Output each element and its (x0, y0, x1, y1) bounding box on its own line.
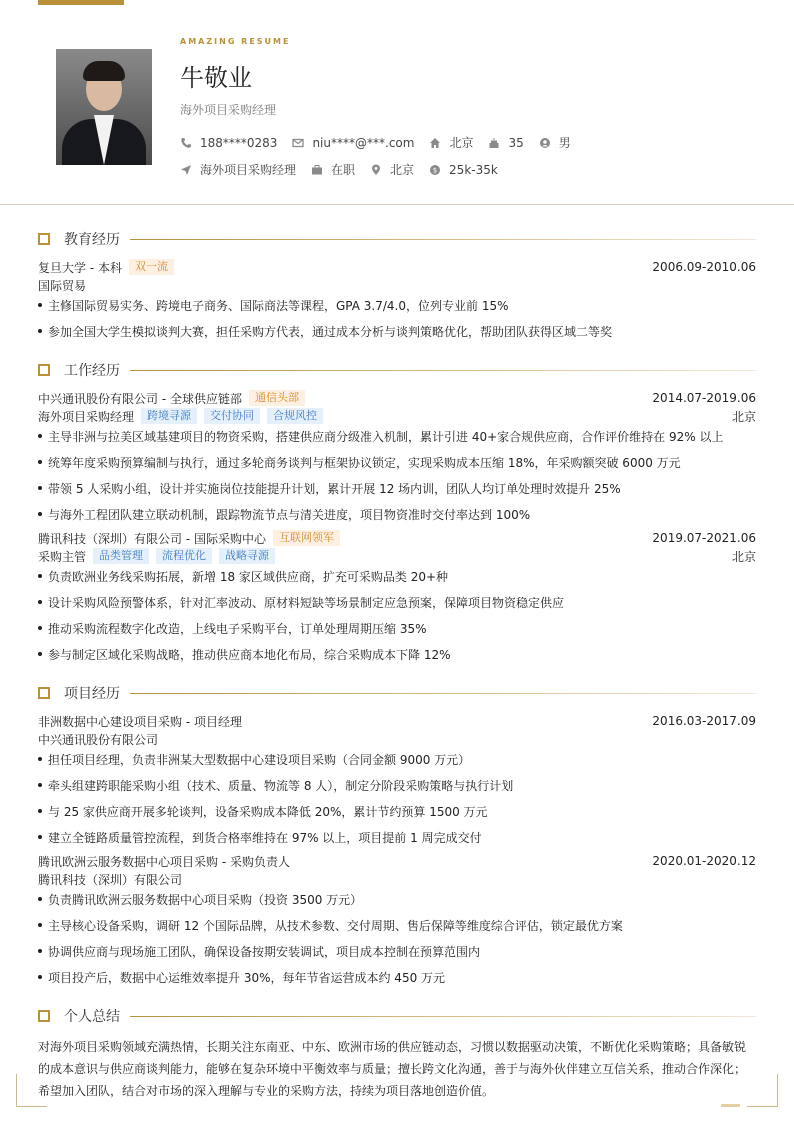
section-square-icon (38, 233, 50, 245)
skill-tag: 合规风控 (267, 408, 323, 424)
education-major-row (38, 276, 756, 294)
mail-icon (292, 137, 304, 149)
age-item: 35 (488, 136, 523, 150)
email-item: niu****@***.com (292, 136, 414, 150)
list-item: 统筹年度采购预算编制与执行，通过多轮商务谈判与框架协议锁定，实现采购成本压缩 18%，年采购额突破 6000 万元 (38, 453, 756, 471)
job-company: 中兴通讯股份有限公司 - 全球供应链部 (38, 391, 242, 406)
job-dates: 2019.07-2021.06 (652, 531, 756, 545)
project-dates: 2016.03-2017.09 (652, 714, 756, 728)
project-org-row (38, 730, 756, 748)
project-org-row (38, 870, 756, 888)
project-org: 中兴通讯股份有限公司 (38, 732, 159, 747)
job-city: 北京 (731, 409, 756, 424)
summary-text: 对海外项目采购领域充满热情，长期关注东南亚、中东、欧洲市场的供应链动态，习惯以数据驱动决策，不断优化采购策略；具备敏锐的成本意识与供应商谈判能力，能够在复杂环境中平衡效率与质量；擅长跨文化沟通，善于与海外伙伴建立互信关系，推动合作深化；希望加入团队，结合对市场的深入理解与专业的采购方法，持续为项目落地创造价值。 (38, 1040, 747, 1098)
intent-city-item: 北京 (370, 161, 414, 178)
job-dates: 2014.07-2019.06 (652, 391, 756, 405)
job-role: 采购主管 (38, 549, 87, 564)
phone-item: 188****0283 (180, 136, 277, 150)
job-role-row (38, 547, 756, 565)
list-item: 与海外工程团队建立联动机制，跟踪物流节点与清关进度，项目物资准时交付率达到 100% (38, 505, 756, 523)
job-role: 海外项目采购经理 (38, 409, 135, 424)
profile-photo (56, 49, 152, 165)
corner-decoration (747, 1074, 778, 1107)
brand-label: AMAZING RESUME (180, 37, 291, 46)
education-school-row (38, 258, 756, 276)
header-divider (0, 204, 794, 205)
intent-position-item: 海外项目采购经理 (180, 161, 296, 178)
candidate-name: 牛敬业 (180, 64, 252, 92)
job-city: 北京 (731, 549, 756, 564)
job-company-row (38, 389, 756, 407)
corner-decoration (16, 1074, 47, 1107)
company-tag: 通信头部 (249, 390, 305, 406)
candidate-title: 海外项目采购经理 (180, 103, 277, 117)
briefcase-icon (311, 164, 323, 176)
section-square-icon (38, 1010, 50, 1022)
intent-status-item: 在职 (311, 161, 355, 178)
project-title-row (38, 852, 756, 870)
job-company-row (38, 529, 756, 547)
list-item: 牵头组建跨职能采购小组（技术、质量、物流等 8 人），制定分阶段采购策略与执行计划 (38, 776, 756, 794)
location-pin-icon (370, 164, 382, 176)
list-item: 推动采购流程数字化改造，上线电子采购平台，订单处理周期压缩 35% (38, 619, 756, 637)
project-dates: 2020.01-2020.12 (652, 854, 756, 868)
project-org: 腾讯科技（深圳）有限公司 (38, 872, 183, 887)
contact-row (180, 134, 586, 151)
list-item: 主导核心设备采购，调研 12 个国际品牌，从技术参数、交付周期、售后保障等维度综合评估，锁定最优方案 (38, 916, 756, 934)
intent-salary-item: $ 25k-35k (429, 163, 498, 177)
list-item: 设计采购风险预警体系，针对汇率波动、原材料短缺等场景制定应急预案，保障项目物资稳定供应 (38, 593, 756, 611)
list-item: 主修国际贸易实务、跨境电子商务、国际商法等课程，GPA 3.7/4.0，位列专业前 15% (38, 296, 756, 314)
job-intent-row (180, 161, 513, 178)
phone-icon (180, 137, 192, 149)
send-icon (180, 164, 192, 176)
skill-tag: 战略寻源 (219, 548, 275, 564)
project-name: 腾讯欧洲云服务数据中心项目采购 - 采购负责人 (38, 854, 290, 869)
education-dates: 2006.09-2010.06 (652, 260, 756, 274)
major: 国际贸易 (38, 278, 87, 293)
gender-item: 男 (539, 134, 571, 151)
skill-tag: 流程优化 (156, 548, 212, 564)
skill-tag: 跨境寻源 (141, 408, 197, 424)
home-icon (429, 137, 441, 149)
company-tag: 互联网领军 (273, 530, 340, 546)
list-item: 建立全链路质量管控流程，到货合格率维持在 97% 以上，项目提前 1 周完成交付 (38, 828, 756, 846)
school-tag: 双一流 (129, 259, 174, 275)
list-item: 负责欧洲业务线采购拓展，新增 18 家区域供应商，扩充可采购品类 20+种 (38, 567, 756, 585)
list-item: 担任项目经理，负责非洲某大型数据中心建设项目采购（合同金额 9000 万元） (38, 750, 756, 768)
project-title-row (38, 712, 756, 730)
skill-tag: 交付协同 (204, 408, 260, 424)
gender-icon (539, 137, 551, 149)
section-square-icon (38, 364, 50, 376)
cake-icon (488, 137, 500, 149)
projects-section-heading: 项目经历 (38, 685, 756, 701)
list-item: 参加全国大学生模拟谈判大赛，担任采购方代表，通过成本分析与谈判策略优化，帮助团队获得区域二等奖 (38, 322, 756, 340)
summary-section-heading: 个人总结 (38, 1008, 756, 1024)
job-role-row (38, 407, 756, 425)
list-item: 与 25 家供应商开展多轮谈判，设备采购成本降低 20%，累计节约预算 1500 万元 (38, 802, 756, 820)
school-name: 复旦大学 - 本科 (38, 260, 122, 275)
section-square-icon (38, 687, 50, 699)
svg-text:$: $ (432, 166, 438, 175)
hometown-item: 北京 (429, 134, 473, 151)
skill-tag: 品类管理 (93, 548, 149, 564)
list-item: 带领 5 人采购小组，设计并实施岗位技能提升计划，累计开展 12 场内训，团队人均订单处理时效提升 25% (38, 479, 756, 497)
list-item: 协调供应商与现场施工团队，确保设备按期安装调试，项目成本控制在预算范围内 (38, 942, 756, 960)
list-item: 主导非洲与拉美区域基建项目的物资采购，搭建供应商分级准入机制，累计引进 40+家合规供应商，合作评价维持在 92% 以上 (38, 427, 756, 445)
list-item: 负责腾讯欧洲云服务数据中心项目采购（投资 3500 万元） (38, 890, 756, 908)
salary-icon (429, 164, 441, 176)
work-section-heading: 工作经历 (38, 362, 756, 378)
top-accent-bar (38, 0, 124, 5)
list-item: 项目投产后，数据中心运维效率提升 30%，每年节省运营成本约 450 万元 (38, 968, 756, 986)
list-item: 参与制定区域化采购战略，推动供应商本地化布局，综合采购成本下降 12% (38, 645, 756, 663)
project-name: 非洲数据中心建设项目采购 - 项目经理 (38, 714, 242, 729)
education-section-heading: 教育经历 (38, 231, 756, 247)
bottom-accent-mark (721, 1104, 740, 1107)
job-company: 腾讯科技（深圳）有限公司 - 国际采购中心 (38, 531, 266, 546)
